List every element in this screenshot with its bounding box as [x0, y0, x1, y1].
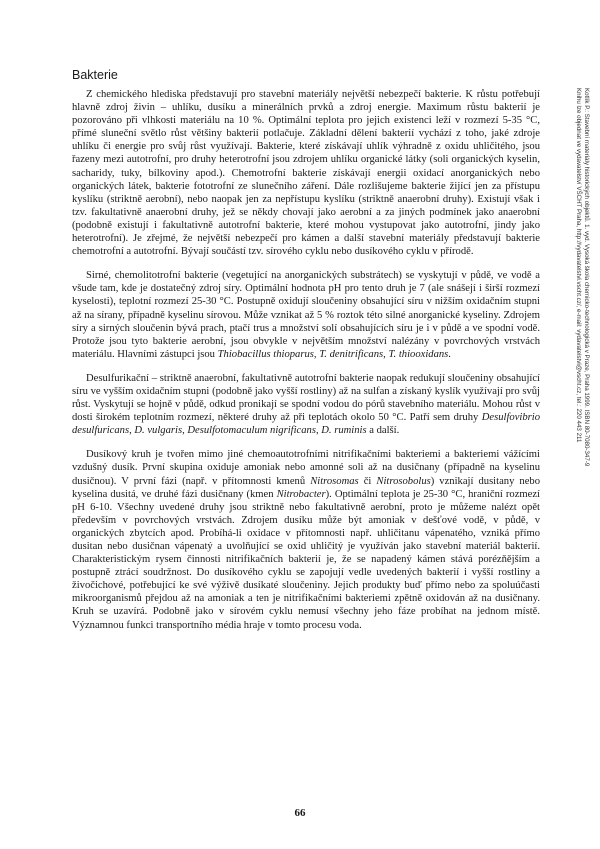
text-run: ). Optimální teplota je 25-30 °C, hraniční rozmezí pH 6-10. Všechny uvedené druhy jsou striktně nebo fakultativně aerobní, proto je můžeme nalézt opět především v povrchových vrstvách. Zdrojem dusíku může být amoniak v dešťové vodě, v půdě, v organických zbytcích apod. Probíhá-li oxidace v přítomnosti např. uhličitanu vápenatého, vzniká přímo dusitan nebo dusičnan vápenatý a uvolňující se oxid uhličitý je využíván jako stavební materiál bakterií. Charakteristickým rysem činnosti nitrifikačních bakterií je, že se napadený kámen stává porézňějším a postupně ztrácí soudržnost. Do dusíkového cyklu se zapojují vedle uvedených bakterií i vyšší rostliny a živočichové, potřebující ke své výživě dusíkaté sloučeniny. Jejich produkty buď přímo nebo za spoluúčasti mikroorganismů přejdou až na amoniak a ten je nitrifikačními bakteriemi zpětně oxidován až na dusičnany. Kruh se uzavírá. Podobně jako v sírovém cyklu nemusí všechny jeho fáze probíhat na jednom místě. Významnou funkci transportního média hraje v tomto procesu voda. — [72, 488, 540, 631]
paragraph — [72, 448, 540, 631]
taxon-name: T. thiooxidans — [388, 348, 449, 360]
taxon-name: T. denitrificans — [319, 348, 384, 360]
text-run: , — [182, 425, 188, 437]
taxon-name: Nitrosomas — [310, 475, 359, 487]
section-heading: Bakterie — [72, 68, 118, 82]
text-run: Z chemického hlediska představují pro stavební materiály největší nebezpečí bakterie. K růstu potřebují hlavně zdroj živin – uhlíku, dusíku a minerálních prvků a zdroj energie. Maximum růstu bakterií je pozorováno při vlhkosti materiálu na 10 %. Optimální teplota pro jejich existenci leží v rozmezí 5-35 °C, přímé sluneční světlo růst většiny bakterií potlačuje. Základní dělení bakterií vychází z toho, jaké zdroje uhlíku či energie pro svůj růst využívají. Bakterie, které získávají uhlík výhradně z oxidu uhličitého, jsou řazeny mezi autotrofní, pro druhy heterotrofní jsou zdrojem uhlíku organické látky (soli organických kyselin, sacharidy, tuky, bílkoviny apod.). Chemotrofní bakterie získávají energii oxidací anorganických nebo organických látek, bakterie fototrofní ze slunečního záření. Dále rozlišujeme bakterie žijící jen za přístupu kyslíku (striktně aerobní), nebo naopak jen za nepřístupu kyslíku (striktně anaerobní druhy). Existují však i tzv. fakultativně anaerobní druhy, jež se někdy chovají jako aerobní a za jiných podmínek jako anaerobní (podobně existují i fakultativně autotrofní bakterie, které mohou vystupovat jako autotrofní, jindy jako heterotrofní). Je zřejmé, že největší nebezpečí pro kámen a další stavební materiály představují bakterie chemotrofní a autotrofní. Bývají součástí tzv. sírového cyklu nebo dusíkového cyklu v přírodě. — [72, 89, 540, 258]
paragraph — [72, 88, 540, 258]
taxon-name: D. ruminis — [321, 425, 367, 437]
text-run: Dusíkový kruh je tvořen mimo jiné chemoautotrofními nitrifikačními bakteriemi a bakteriemi vážícími vzdušný dusík. První skupina oxiduje amoniak nebo amonné soli až na dusičnany (případně na kyselinu dusičnou). V první fázi (např. v přítomnosti kmenů — [72, 449, 540, 487]
taxon-name: Nitrosobolus — [376, 475, 431, 487]
text-run: , — [315, 425, 322, 437]
text-run: ) vznikají dusitany nebo kyselina dusitá, ve druhé fázi dusičnany (kmen — [72, 475, 540, 500]
paragraph — [72, 372, 540, 437]
taxon-name: D. vulgaris — [134, 425, 183, 437]
page-number: 66 — [294, 807, 306, 819]
citation-line: Kotlík P.: Stavební materiály historických objektů. 1. vyd. Vysoká škola chemicko-technologická v Praze, Praha 1999. ISBN 80-7080-347-9 — [583, 88, 590, 467]
text-run: , — [313, 348, 320, 360]
text-run: či — [358, 475, 377, 487]
order-info-line: Knihu lze objednat ve vydavatelství VŠCHT Praha, http://vydavatelstvi.vscht.cz/, e-mail: vydavatelstvi@vscht.cz, tel.: 220 443 211 — [575, 88, 582, 443]
taxon-name: Desulfovibrio desulfuricans — [72, 412, 540, 437]
text-run: . — [448, 348, 451, 360]
taxon-name: Thiobacillus thioparus — [217, 348, 314, 360]
taxon-name: Desulfotomaculum nigrificans — [187, 425, 316, 437]
text-run: , — [129, 425, 135, 437]
text-run: Desulfurikační – striktně anaerobní, fakultativně autotrofní bakterie naopak redukují sloučeniny obsahující síru ve vyšším oxidačním stupni (podobně jako vyšší rostliny) až na sulfan a získaný kyslík využívají pro svůj růst. Vyskytují se hojně v půdě, odkud pronikají se spodní vodou do pórů stavebního materiálu. Mohou růst v dosti širokém teplotním rozmezí, některé druhy až při teplotách okolo 50 °C. Patří sem druhy — [72, 372, 540, 424]
paragraph — [72, 269, 540, 361]
text-run: a další. — [366, 425, 400, 437]
side-citation-note — [574, 88, 590, 466]
body-text — [72, 88, 540, 632]
taxon-name: Nitrobacter — [276, 488, 326, 500]
text-run: Sirné, chemolitotrofní bakterie (vegetující na anorganických substrátech) se vyskytují v půdě, ve vodě a všude tam, kde je dostatečný zdroj síry. Optimální hodnota pH pro tento druh je 7 (ale snášejí i širší rozmezí kyselosti), teplotní rozmezí 25-30 °C. Postupně oxidují sloučeniny obsahující síru v nižším oxidačním stupni až na sírany, případně kyselinu sírovou. Může vznikat až 5 % roztok této silné anorganické kyseliny. Zdrojem síry a sirných sloučenin bývá prach, ptačí trus a množství solí obsahujících síru je i v půdě a ve spodní vodě. Protože jsou tyto bakterie aerobní, jsou obvykle v největším množství nalézány v povrchových vrstvách materiálu. Hlavními zástupci jsou — [72, 270, 540, 360]
text-run: , — [383, 348, 389, 360]
